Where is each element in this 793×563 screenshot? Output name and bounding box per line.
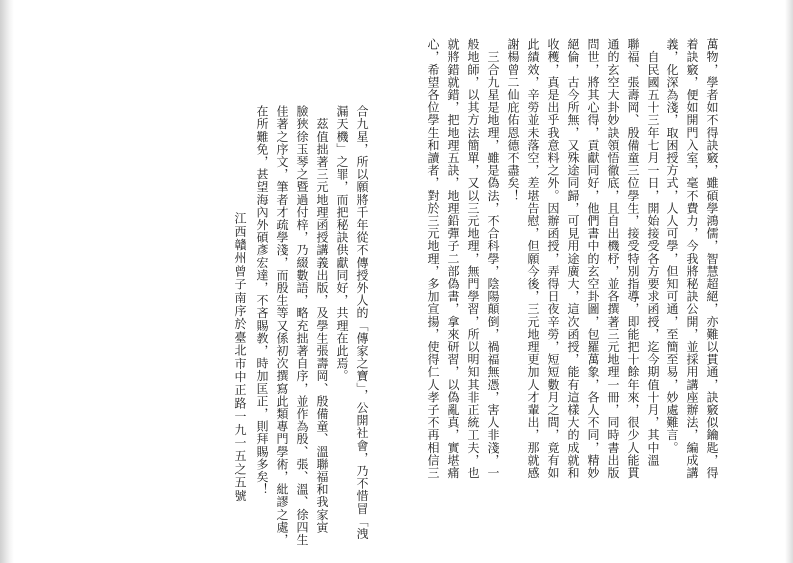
text-column: 合九星，所以願將千年從不傳授外人的「傳家之寶」，公開社會，乃不惜冒「洩 <box>355 105 369 540</box>
text-column: 收穫，真是出乎我意料之外。因辦函授，弄得日夜辛勞，短短數月之間，竟有如 <box>546 38 560 479</box>
text-column: 聯福、張壽岡、殷備童三位學生，接受特別指導，即能把十餘年來，很少人能貫 <box>626 38 640 479</box>
text-column: 臉狹徐玉琴之暨過付梓，乃綴數語，略充拙著自序，並作為殷、張、溫、徐四生 <box>295 105 309 546</box>
text-column: 茲值拙著三元地理函授講義出版，及學生張壽岡、殷備童、溫聯福和我家寅 <box>315 105 329 534</box>
text-column: 般地師，以其方法簡單，又以三元地理，無門學習，所以明知其非正統工夫，也 <box>466 38 480 479</box>
text-column: 此績效，辛勞並未落空，差堪告慰，但願今後，三元地理更加人才輩出，那就感 <box>526 38 540 479</box>
text-column: 心，希望各位學生和讀者，對於三元地理，多加宣揚，使得仁人孝子不再相信三 <box>426 38 440 479</box>
text-column: 自民國五十三年七月一日，開始接受各方要求函授，迄今期值十月，其中溫 <box>646 38 660 467</box>
text-column: 謝楊曾二仙庇佑恩德不盡矣！ <box>506 38 520 202</box>
scan-shadow-left <box>0 0 14 563</box>
text-column: 絕倫，古今所無，又殊途同歸，可見用途廣大，這次函授，能有這樣大的成就和 <box>566 38 580 479</box>
scan-shadow-right <box>785 0 793 563</box>
text-column: 通的玄空大卦妙訣領悟徹底，且自出機杼，並各撰著三元地理一冊，同時書出版 <box>606 38 620 479</box>
text-column: 問世，將其心得，貢獻同好，他們書中的玄空卦圖，包羅萬象，各人不同，精妙 <box>586 38 600 479</box>
author-signature: 江西贛州曾子南序於臺北市中正路一九一五之五號 <box>233 212 247 503</box>
text-column: 漏天機」之罪，而把秘訣供獻同好，共理在此焉。 <box>335 105 349 383</box>
text-column: 三合九星是地理，雖是偽法，不合科學，陰陽顛倒，禍福無憑，害人非淺，一 <box>486 38 500 479</box>
text-column: 在所難免，甚望海內外碩彥宏達，不吝賜教，時加匡正，則拜賜多矣！ <box>255 105 269 496</box>
text-column: 萬物，學者如不得訣竅，雖碩學鴻儒，智慧超絕，亦難以貫通，訣竅似鑰匙，得 <box>705 38 719 479</box>
text-column: 着訣竅，便如開門入室，毫不費力，今我將秘訣公開，並採用講座辦法，編成講 <box>685 38 699 479</box>
text-column: 就將錯就錯，把地理五訣，地理鉛彈子二部偽書，拿來研習，以偽亂真，實堪痛 <box>446 38 460 479</box>
text-column: 義，化深為淺，取困授方式，人人可學，但知可通，至簡至易，妙處難言。 <box>665 38 679 454</box>
text-column: 佳著之序文，筆者才疏學淺，而殷生等又係初次撰寫此類專門學術，紕謬之處， <box>275 105 289 546</box>
